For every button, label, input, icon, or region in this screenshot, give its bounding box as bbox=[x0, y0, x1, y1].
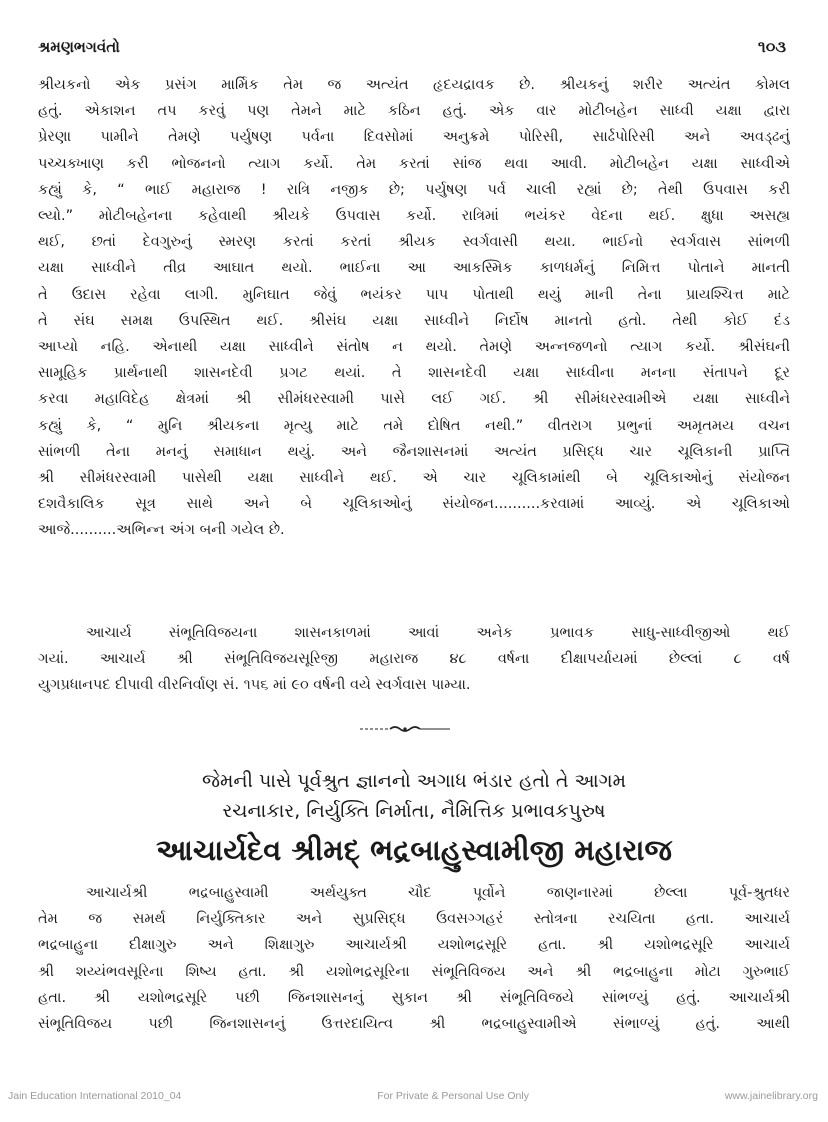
text-line: દશવૈકાલિક સૂત્ર સાથે અને બે ચૂલિકાઓનું સંયોજન..........કરવામાં આવ્યું. એ ચૂલિકાઓ bbox=[38, 496, 790, 513]
text-line: લ્યો.” મોટીબહેનના કહેવાથી શ્રીયકે ઉપવાસ કર્યો. રાત્રિમાં ભયંકર વેદના થઈ. ક્ષુધા અસહ્ય bbox=[38, 208, 790, 225]
paragraph-sambhutivijay bbox=[38, 620, 790, 699]
page-number: ૧૦૩ bbox=[757, 37, 786, 56]
text-line: તે ઉદાસ રહેવા લાગી. મુનિઘાત જેવું ભયંકર પાપ પોતાથી થયું માની તેના પ્રાયશ્ચિત્ત માટે bbox=[38, 286, 790, 303]
text-line: સંભૂતિવિજય પછી જિનશાસનનું ઉત્તરદાયિત્વ શ્રી ભદ્રબાહુસ્વામીએ સંભાળ્યું હતું. આથી bbox=[38, 1016, 790, 1033]
text-line: સાંભળી તેના મનનું સમાધાન થયું. અને જૈનશાસનમાં અત્યંત પ્રસિદ્ધ ચાર ચૂલિકાની પ્રાપ્તિ bbox=[38, 443, 790, 460]
text-line: સામૂહિક પ્રાર્થનાથી શાસનદેવી પ્રગટ થયાં. તે શાસનદેવી યક્ષા સાધ્વીના મનના સંતાપને દૂર bbox=[38, 365, 790, 382]
text-line: હતું. એકાશન તપ કરવું પણ તેમને માટે કઠિન હતું. એક વાર મોટીબહેન સાધ્વી યક્ષા દ્વારા bbox=[38, 103, 790, 120]
text-line: તેમ જ સમર્થ નિર્યુક્તિકાર અને સુપ્રસિદ્ધ ઉવસગ્ગહરં સ્તોત્રના રચયિતા હતા. આચાર્ય bbox=[38, 911, 790, 928]
text-line: તે સંઘ સમક્ષ ઉપસ્થિત થઈ. શ્રીસંઘ યક્ષા સાધ્વીને નિર્દોષ માનતો હતો. તેથી કોઈ દંડ bbox=[38, 312, 790, 329]
section-subheading-line-1: જેમની પાસે પૂર્વશ્રુત જ્ઞાનનો અગાધ ભંડાર હતો તે આગમ bbox=[201, 770, 626, 792]
text-line: યુગપ્રધાનપદ દીપાવી વીરનિર્વાણ સં. ૧૫૬ માં ૯૦ વર્ષની વયે સ્વર્ગવાસ પામ્યા. bbox=[38, 677, 471, 694]
text-line: આચાર્યશ્રી ભદ્રબાહુસ્વામી અર્થયુક્ત ચૌદ પૂર્વોને જાણનારમાં છેલ્લા પૂર્વ-શ્રુતધર bbox=[86, 885, 790, 901]
text-line: શ્રી શય્યંભવસૂરિના શિષ્ય હતા. શ્રી યશોભદ્રસૂરિના સંભૂતિવિજય અને શ્રી ભદ્રબાહુના મોટા ગુરુભાઈ bbox=[38, 963, 790, 980]
text-line: ભદ્રબાહુના દીક્ષાગુરુ અને શિક્ષાગુરુ આચાર્યશ્રી યશોભદ્રસૂરિ હતા. શ્રી યશોભદ્રસૂરિ આચાર્ય bbox=[38, 937, 790, 954]
footer-publisher: Jain Education International 2010_04 bbox=[8, 1090, 182, 1102]
text-line: કહ્યું કે, “ ભાઈ મહારાજ ! રાત્રિ નજીક છે; પર્યુષણ પર્વ ચાલી રહ્યાં છે; તેથી ઉપવાસ કરી bbox=[38, 181, 790, 198]
text-line: આજે..........અભિન્ન અંગ બની ગયેલ છે. bbox=[38, 522, 285, 539]
footer-usage-note: For Private & Personal Use Only bbox=[377, 1090, 529, 1102]
running-head bbox=[38, 34, 786, 60]
text-line: કહ્યું કે, “ મુનિ શ્રીયકના મૃત્યુ માટે તમે દોષિત નથી.” વીતરાગ પ્રભુનાં અમૃતમય વચન bbox=[38, 417, 790, 434]
text-line: પ્રેરણા પામીને તેમણે પર્યુષણ પર્વના દિવસોમાં અનુક્રમે પોરિસી, સાર્ઢપોરિસી અને અવડ્ઢનું bbox=[38, 129, 790, 146]
text-line: આપ્યો નહિ. એનાથી યક્ષા સાધ્વીને સંતોષ ન થયો. તેમણે અન્નજળનો ત્યાગ કર્યો. શ્રીસંઘની bbox=[38, 339, 790, 356]
text-line: હતા. શ્રી યશોભદ્રસૂરિ પછી જિનશાસનનું સુકાન શ્રી સંભૂતિવિજયે સાંભળ્યું હતું. આચાર્યશ્રી bbox=[38, 989, 790, 1006]
section-divider-ornament-icon bbox=[360, 724, 450, 734]
running-title: શ્રમણભગવંતો bbox=[38, 38, 120, 56]
footer-website-link[interactable]: www.jainelibrary.org bbox=[724, 1090, 818, 1102]
text-line: ગયાં. આચાર્ય શ્રી સંભૂતિવિજયસૂરિજી મહારાજ ૪૮ વર્ષના દીક્ષાપર્યાયમાં છેલ્લાં ૮ વર્ષ bbox=[38, 651, 790, 668]
text-line: યક્ષા સાધ્વીને તીવ્ર આઘાત થયો. ભાઈના આ આકસ્મિક કાળધર્મનું નિમિત્ત પોતાને માનતી bbox=[38, 260, 790, 277]
text-line: થઈ, છતાં દેવગુરુનું સ્મરણ કરતાં કરતાં શ્રીયક સ્વર્ગવાસી થયા. ભાઈનો સ્વર્ગવાસ સાંભળી bbox=[38, 234, 790, 251]
paragraph-bhadrabahuswami bbox=[38, 880, 790, 1037]
text-line: આચાર્ય સંભૂતિવિજયના શાસનકાળમાં આવાં અનેક પ્રભાવક સાધુ-સાધ્વીજીઓ થઈ bbox=[86, 625, 790, 641]
text-line: પચ્ચક્ખાણ કરી ભોજનનો ત્યાગ કર્યો. તેમ કરતાં સાંજ થવા આવી. મોટીબહેન યક્ષા સાધ્વીએ bbox=[38, 155, 790, 172]
page-footer bbox=[8, 1090, 818, 1102]
paragraph-shriyak-story bbox=[38, 72, 790, 544]
section-title: આચાર્યદેવ શ્રીમદ્ ભદ્રબાહુસ્વામીજી મહારાજ bbox=[156, 833, 672, 867]
text-line: શ્રીયકનો એક પ્રસંગ માર્મિક તેમ જ અત્યંત હૃદયદ્રાવક છે. શ્રીયકનું શરીર અત્યંત કોમલ bbox=[38, 77, 790, 93]
section-subheading-line-2: રચનાકાર, નિર્યુક્તિ નિર્માતા, નૈમિત્તિક પ્રભાવકપુરુષ bbox=[222, 800, 606, 822]
text-line: શ્રી સીમંધરસ્વામી પાસેથી યક્ષા સાધ્વીને થઈ. એ ચાર ચૂલિકામાંથી બે ચૂલિકાઓનું સંયોજન bbox=[38, 470, 790, 487]
text-line: કરવા મહાવિદેહ ક્ષેત્રમાં શ્રી સીમંધરસ્વામી પાસે લઈ ગઈ. શ્રી સીમંધરસ્વામીએ યક્ષા સાધ્વીને bbox=[38, 391, 790, 408]
